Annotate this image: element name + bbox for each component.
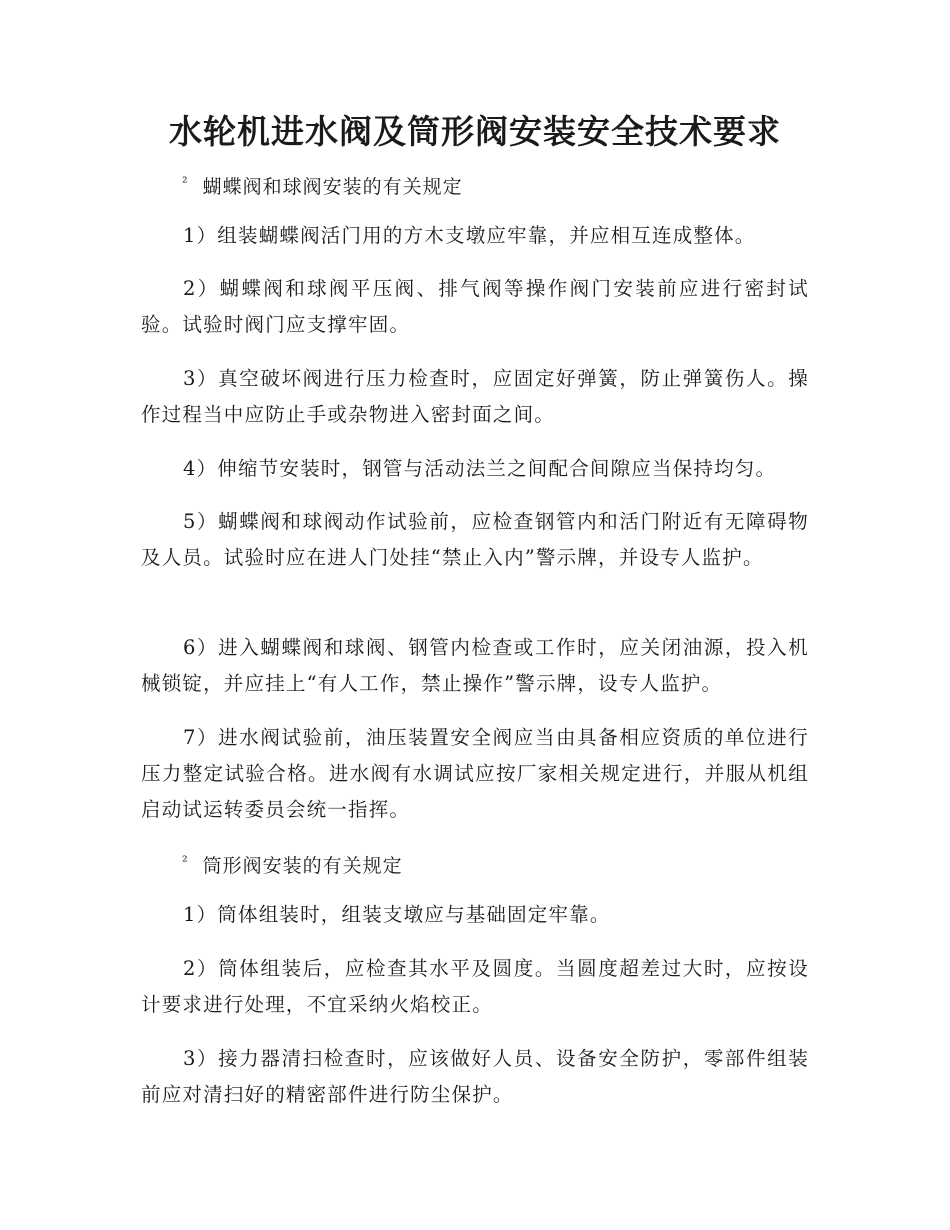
section-heading-butterfly-ball-valve bbox=[182, 169, 463, 201]
paragraph-item-2-2: 2）筒体组装后，应检查其水平及圆度。当圆度超差过大时，应按设计要求进行处理，不宜采纳火焰校正。 bbox=[141, 957, 809, 1016]
paragraph-item-2-1: 1）筒体组装时，组装支墩应与基础固定牢靠。 bbox=[183, 903, 611, 926]
section-bullet: ² bbox=[182, 175, 189, 191]
paragraph-item-1-1: 1）组装蝴蝶阀活门用的方木支墩应牢靠，并应相互连成整体。 bbox=[183, 224, 756, 247]
paragraph-item-1-4: 4）伸缩节安装时，钢管与活动法兰之间配合间隙应当保持均匀。 bbox=[183, 457, 777, 480]
paragraph-item-1-3: 3）真空破坏阀进行压力检查时，应固定好弹簧，防止弹簧伤人。操作过程当中应防止手或杂物进入密封面之间。 bbox=[141, 367, 809, 426]
section-heading-text: 蝴蝶阀和球阀安装的有关规定 bbox=[202, 176, 463, 198]
paragraph-item-1-7: 7）进水阀试验前，油压装置安全阀应当由具备相应资质的单位进行压力整定试验合格。进水阀有水调试应按厂家相关规定进行，并服从机组启动试运转委员会统一指挥。 bbox=[141, 726, 809, 821]
paragraph-item-2-3: 3）接力器清扫检查时，应该做好人员、设备安全防护，零部件组装前应对清扫好的精密部件进行防尘保护。 bbox=[141, 1047, 809, 1106]
section-heading-text: 筒形阀安装的有关规定 bbox=[202, 855, 403, 877]
paragraph-item-1-2: 2）蝴蝶阀和球阀平压阀、排气阀等操作阀门安装前应进行密封试验。试验时阀门应支撑牢固。 bbox=[141, 277, 809, 336]
document-title: 水轮机进水阀及筒形阀安装安全技术要求 bbox=[169, 112, 781, 151]
section-heading-cylindrical-valve bbox=[182, 848, 403, 880]
paragraph-item-1-5: 5）蝴蝶阀和球阀动作试验前，应检查钢管内和活门附近有无障碍物及人员。试验时应在进人门处挂“禁止入内”警示牌，并设专人监护。 bbox=[141, 510, 809, 569]
section-bullet: ² bbox=[182, 854, 189, 870]
paragraph-item-1-6: 6）进入蝴蝶阀和球阀、钢管内检查或工作时，应关闭油源，投入机械锁锭，并应挂上“有人工作，禁止操作”警示牌，设专人监护。 bbox=[141, 636, 809, 695]
